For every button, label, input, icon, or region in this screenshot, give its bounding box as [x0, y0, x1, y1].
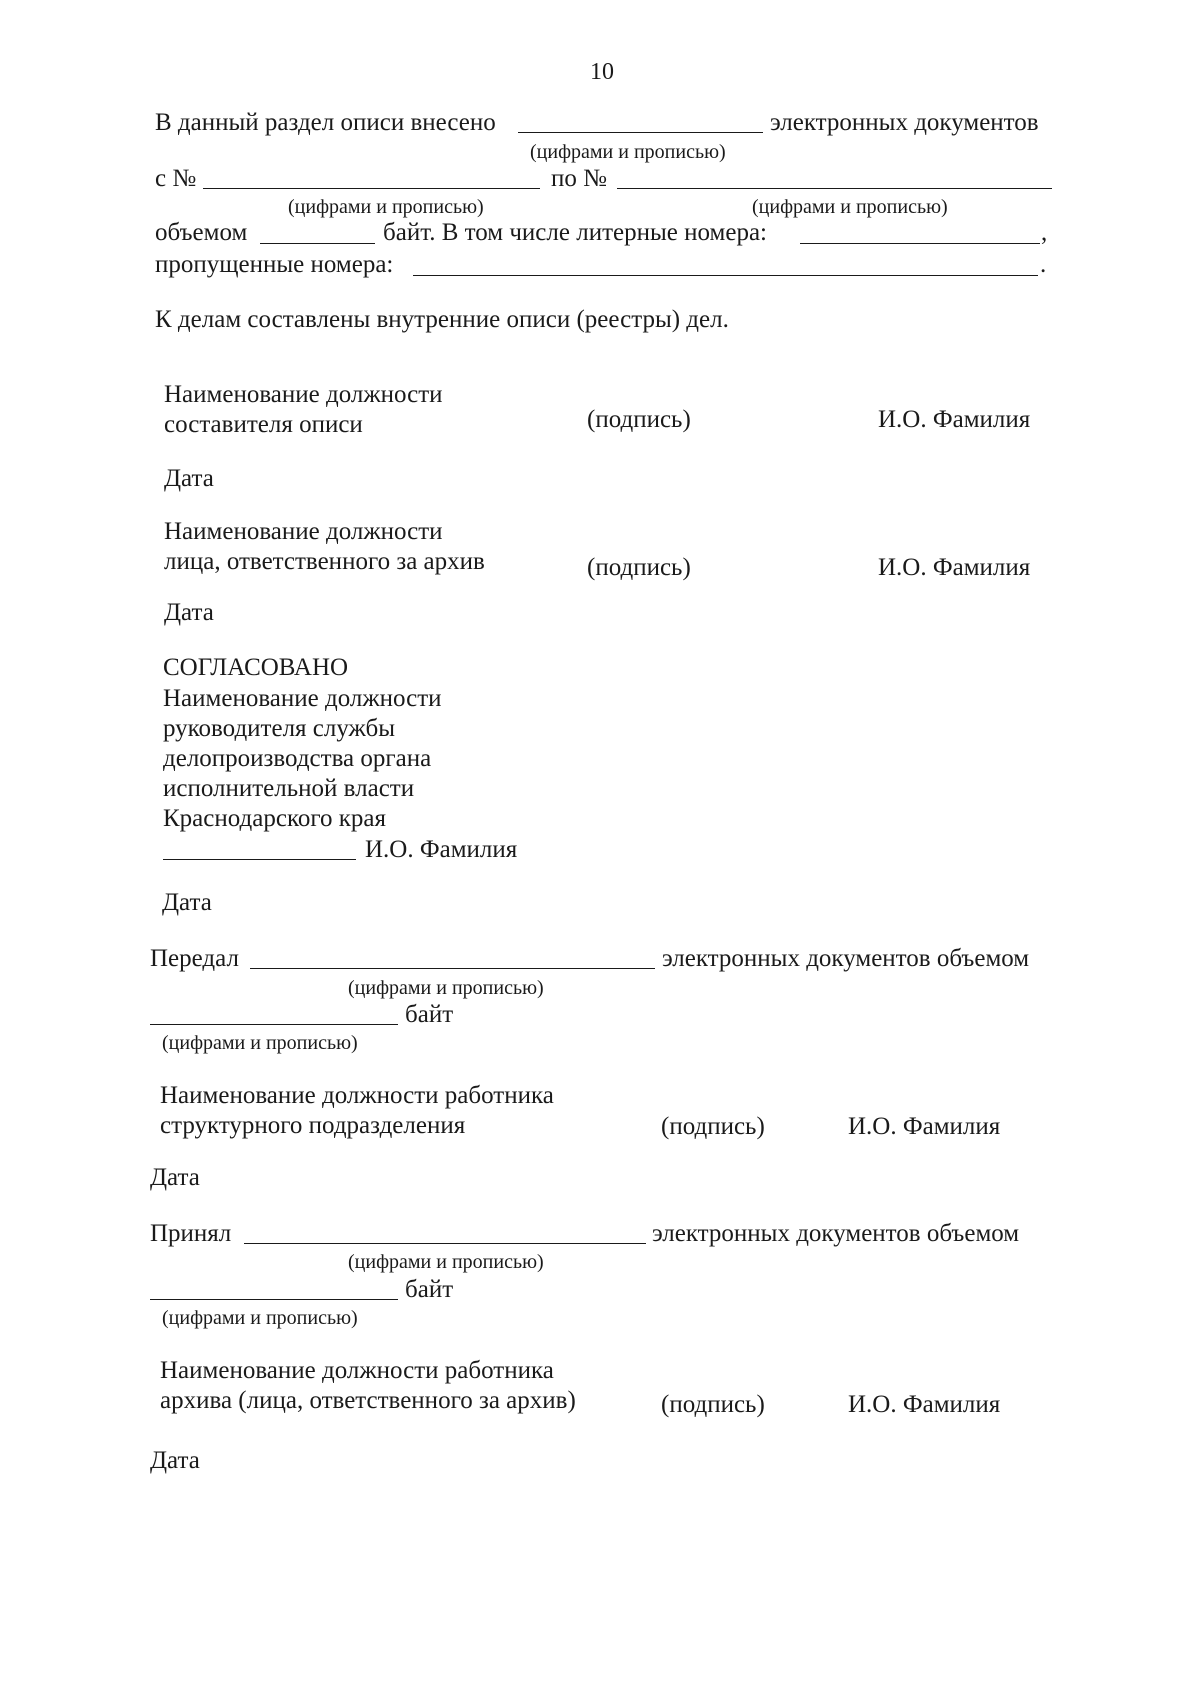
transferred-bytes-hint: (цифрами и прописью): [162, 1032, 358, 1054]
archive-responsible-signature: (подпись): [587, 554, 691, 581]
to-number-field[interactable]: [617, 188, 1052, 189]
archive-responsible-date-label: Дата: [164, 599, 214, 626]
approved-line: исполнительной власти: [163, 775, 415, 802]
transferred-suffix: электронных документов объемом: [662, 945, 1030, 972]
transferer-signature: (подпись): [661, 1113, 765, 1140]
page-number: 10: [590, 59, 614, 85]
received-bytes-hint: (цифрами и прописью): [162, 1307, 358, 1329]
archive-responsible-position-line2: лица, ответственного за архив: [164, 548, 485, 575]
archive-responsible-position-line1: Наименование должности: [164, 518, 443, 545]
received-bytes-label: байт: [405, 1276, 454, 1303]
approved-line: Краснодарского края: [163, 805, 386, 832]
transferred-count-field[interactable]: [250, 968, 655, 969]
received-count-field[interactable]: [244, 1243, 646, 1244]
receiver-name: И.О. Фамилия: [848, 1391, 1001, 1418]
received-bytes-field[interactable]: [150, 1299, 398, 1300]
archive-responsible-name: И.О. Фамилия: [878, 554, 1031, 581]
volume-label: объемом: [155, 219, 248, 246]
received-count-hint: (цифрами и прописью): [348, 1251, 544, 1273]
missing-numbers-period: .: [1040, 251, 1047, 278]
receiver-position-line2: архива (лица, ответственного за архив): [160, 1387, 576, 1414]
from-number-label: с №: [155, 165, 197, 192]
approved-heading: СОГЛАСОВАНО: [163, 654, 349, 681]
missing-numbers-field[interactable]: [413, 275, 1038, 276]
volume-bytes-literal-label: байт. В том числе литерные номера:: [383, 219, 767, 246]
received-label: Принял: [150, 1220, 232, 1247]
missing-numbers-label: пропущенные номера:: [155, 251, 394, 278]
to-number-label: по №: [551, 165, 607, 192]
section-count-field[interactable]: [518, 132, 763, 133]
approved-line: руководителя службы: [163, 715, 396, 742]
approved-date-label: Дата: [162, 889, 212, 916]
transferred-count-hint: (цифрами и прописью): [348, 977, 544, 999]
receiver-date-label: Дата: [150, 1447, 200, 1474]
from-number-field[interactable]: [203, 188, 540, 189]
section-count-hint: (цифрами и прописью): [530, 141, 726, 163]
transferer-date-label: Дата: [150, 1164, 200, 1191]
transferred-bytes-field[interactable]: [150, 1024, 398, 1025]
compiler-signature: (подпись): [587, 406, 691, 433]
literal-numbers-field[interactable]: [800, 243, 1040, 244]
transferer-position-line2: структурного подразделения: [160, 1112, 466, 1139]
from-number-hint: (цифрами и прописью): [288, 196, 484, 218]
section-count-prefix: В данный раздел описи внесено: [155, 109, 496, 136]
receiver-signature: (подпись): [661, 1391, 765, 1418]
transferer-position-line1: Наименование должности работника: [160, 1082, 554, 1109]
received-suffix: электронных документов объемом: [652, 1220, 1020, 1247]
internal-inventories-note: К делам составлены внутренние описи (реестры) дел.: [155, 306, 729, 333]
literal-numbers-comma: ,: [1041, 219, 1048, 246]
section-count-suffix: электронных документов: [770, 109, 1039, 136]
compiler-date-label: Дата: [164, 465, 214, 492]
compiler-position-line1: Наименование должности: [164, 381, 443, 408]
transferer-name: И.О. Фамилия: [848, 1113, 1001, 1140]
approved-name: И.О. Фамилия: [365, 836, 518, 863]
transferred-label: Передал: [150, 945, 239, 972]
approved-line: делопроизводства органа: [163, 745, 432, 772]
compiler-position-line2: составителя описи: [164, 411, 363, 438]
receiver-position-line1: Наименование должности работника: [160, 1357, 554, 1384]
to-number-hint: (цифрами и прописью): [752, 196, 948, 218]
approved-line: Наименование должности: [163, 685, 442, 712]
compiler-name: И.О. Фамилия: [878, 406, 1031, 433]
volume-field[interactable]: [260, 243, 375, 244]
approved-signature-field[interactable]: [163, 859, 356, 860]
transferred-bytes-label: байт: [405, 1001, 454, 1028]
